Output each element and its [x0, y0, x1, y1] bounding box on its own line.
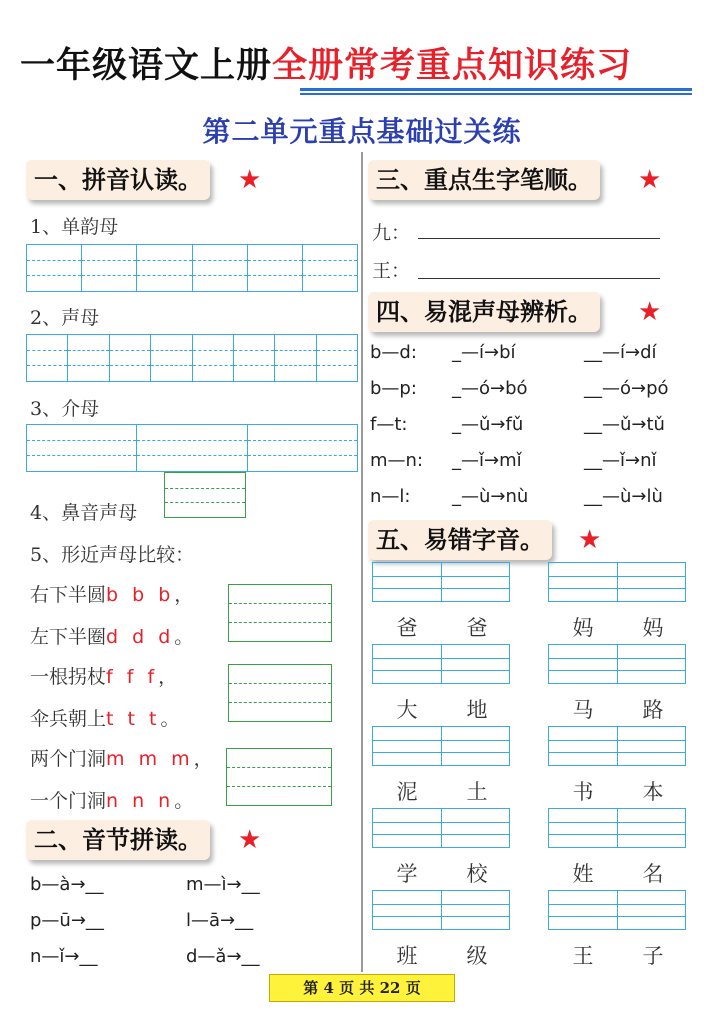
- pinyin-writing-box[interactable]: [372, 562, 510, 602]
- star-icon: ★: [238, 825, 262, 855]
- writing-grid-5[interactable]: [228, 584, 332, 642]
- page-number: 第 4 页 共 22 页: [269, 974, 455, 1002]
- title-underline-2: [300, 93, 692, 95]
- item-4-label: 4、鼻音声母: [30, 502, 138, 524]
- word-pair: 马 路: [572, 698, 664, 722]
- item-3-label: 3、介母: [30, 398, 100, 420]
- section-1-heading: 一、拼音认读。: [26, 160, 210, 200]
- title-underline: [300, 88, 692, 91]
- section-2-heading: 二、音节拼读。: [26, 820, 210, 860]
- distinguish-item: __—í→dí: [584, 342, 657, 363]
- pinyin-writing-box[interactable]: [548, 562, 686, 602]
- page-title: [20, 38, 710, 94]
- word-pair: 学 校: [396, 862, 488, 886]
- word-pair: 大 地: [396, 698, 488, 722]
- writing-grid-6[interactable]: [228, 664, 332, 722]
- title-black: 一年级语文上册: [20, 45, 273, 86]
- compare-line-3: 一根拐杖f f f，: [30, 666, 178, 688]
- word-pair: 爸 爸: [396, 616, 488, 640]
- syllable-item: p—ū→__: [30, 910, 104, 931]
- stroke-char-1: 九：: [372, 222, 411, 244]
- distinguish-item: __—ù→lù: [584, 486, 663, 507]
- stroke-answer-line-1[interactable]: [418, 214, 660, 239]
- syllable-item: d—ǎ→__: [186, 946, 260, 967]
- compare-line-6: 一个门洞n n n。: [30, 790, 194, 812]
- pinyin-writing-box[interactable]: [372, 726, 510, 766]
- writing-grid-2[interactable]: [26, 334, 358, 382]
- initial-pair: n—l:: [370, 486, 411, 507]
- compare-line-1: 右下半圆b b b，: [30, 584, 194, 606]
- pinyin-writing-box[interactable]: [372, 890, 510, 930]
- star-icon: ★: [578, 525, 602, 555]
- distinguish-item: _—í→bí: [452, 342, 516, 363]
- stroke-char-2: 王：: [372, 260, 411, 282]
- compare-line-5: 两个门洞m m m，: [30, 748, 213, 770]
- distinguish-item: __—ǐ→nǐ: [584, 450, 657, 471]
- title-red: 全册常考重点知识练习: [272, 45, 633, 86]
- section-4-heading: 四、易混声母辨析。: [368, 292, 600, 332]
- word-pair: 泥 土: [396, 780, 488, 804]
- distinguish-item: __—ǔ→tǔ: [584, 414, 665, 435]
- pinyin-writing-box[interactable]: [548, 644, 686, 684]
- stroke-answer-line-2[interactable]: [418, 254, 660, 279]
- writing-grid-3[interactable]: [26, 424, 358, 472]
- column-divider: [361, 152, 363, 972]
- initial-pair: f—t:: [370, 414, 408, 435]
- star-icon: ★: [638, 297, 662, 327]
- compare-line-4: 伞兵朝上t t t。: [30, 708, 180, 730]
- distinguish-item: _—ó→bó: [452, 378, 528, 399]
- word-pair: 妈 妈: [572, 616, 664, 640]
- star-icon: ★: [638, 165, 662, 195]
- item-5-label: 5、形近声母比较：: [30, 544, 195, 566]
- writing-grid-1[interactable]: [26, 244, 358, 292]
- syllable-item: m—ì→__: [186, 874, 260, 895]
- word-pair: 王 子: [572, 944, 664, 968]
- star-icon: ★: [238, 165, 262, 195]
- initial-pair: b—p:: [370, 378, 417, 399]
- distinguish-item: _—ù→nù: [452, 486, 529, 507]
- initial-pair: m—n:: [370, 450, 424, 471]
- item-1-label: 1、单韵母: [30, 216, 119, 238]
- section-3-heading: 三、重点生字笔顺。: [368, 160, 600, 200]
- writing-grid-4[interactable]: [164, 472, 246, 518]
- pinyin-writing-box[interactable]: [548, 726, 686, 766]
- syllable-item: n—ǐ→__: [30, 946, 98, 967]
- item-2-label: 2、声母: [30, 307, 100, 329]
- pinyin-writing-box[interactable]: [548, 808, 686, 848]
- word-pair: 班 级: [396, 944, 488, 968]
- subtitle: 第二单元重点基础过关练: [202, 115, 522, 148]
- syllable-item: l—ā→__: [186, 910, 254, 931]
- section-5-heading: 五、易错字音。: [368, 520, 552, 560]
- pinyin-writing-box[interactable]: [372, 808, 510, 848]
- compare-line-2: 左下半圈d d d。: [30, 626, 194, 648]
- writing-grid-7[interactable]: [226, 748, 332, 806]
- pinyin-writing-box[interactable]: [372, 644, 510, 684]
- pinyin-writing-box[interactable]: [548, 890, 686, 930]
- syllable-item: b—à→__: [30, 874, 104, 895]
- initial-pair: b—d:: [370, 342, 417, 363]
- distinguish-item: __—ó→pó: [584, 378, 669, 399]
- word-pair: 姓 名: [572, 862, 664, 886]
- distinguish-item: _—ǔ→fǔ: [452, 414, 524, 435]
- distinguish-item: _—ǐ→mǐ: [452, 450, 522, 471]
- word-pair: 书 本: [572, 780, 664, 804]
